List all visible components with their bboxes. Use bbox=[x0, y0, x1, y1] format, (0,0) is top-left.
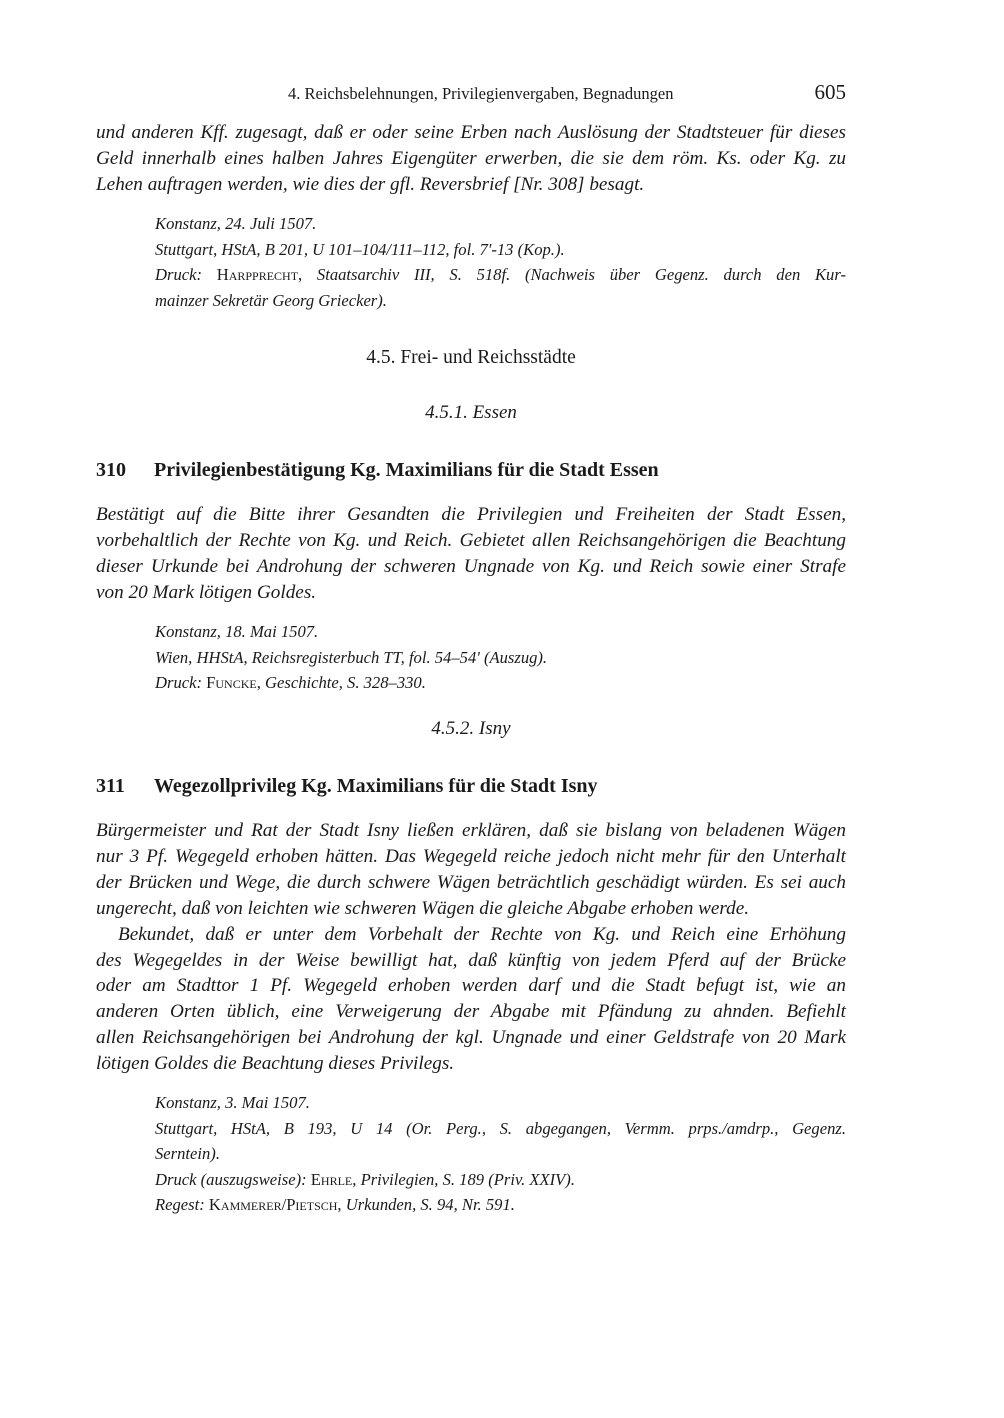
archive-reference: Wien, HHStA, Reichsregisterbuch TT, fol. 54–54' (Auszug). bbox=[155, 647, 548, 667]
druck-text: Staatsarchiv III, S. 518f. (Nachweis über Gegenz. durch den Kur- bbox=[316, 265, 846, 285]
subsection-heading-isny: 4.5.2. Isny bbox=[431, 718, 511, 739]
entry-title: Wegezollprivileg Kg. Maximilians für die Stadt Isny bbox=[154, 775, 598, 797]
entry-311-metadata bbox=[155, 1090, 846, 1218]
page-number: 605 bbox=[814, 80, 846, 104]
running-header bbox=[96, 80, 846, 108]
summary-line: ungerecht, daß von leichten wie schweren Wägen die gleiche Abgabe erhoben werde. bbox=[96, 897, 750, 919]
druck-author: Ehrle, bbox=[310, 1169, 357, 1189]
entry-number: 310 bbox=[96, 459, 126, 481]
place-date: Konstanz, 3. Mai 1507. bbox=[155, 1093, 310, 1112]
regest-author: Kammerer/Pietsch, bbox=[208, 1195, 342, 1215]
druck-label: Druck: bbox=[155, 673, 202, 693]
summary-line: allen Reichsangehörigen bei Androhung der kgl. Ungnade und einer Geldstrafe von 20 Mark bbox=[96, 1027, 846, 1049]
summary-line: vorbehaltlich der Rechte von Kg. und Reich. Gebietet allen Reichsangehörigen die Beachtung bbox=[96, 529, 846, 551]
section-heading: 4.5. Frei- und Reichsstädte bbox=[366, 347, 576, 368]
print-reference bbox=[155, 1167, 846, 1193]
druck-label: Druck (auszugsweise): bbox=[155, 1169, 307, 1189]
print-reference bbox=[155, 262, 846, 288]
print-reference-continued: mainzer Sekretär Georg Griecker). bbox=[155, 290, 387, 310]
summary-line: anderen Orten üblich, eine Verweigerung der Abgabe mit Pfändung zu ahnden. Befiehlt bbox=[96, 1001, 846, 1023]
summary-line: Bekundet, daß er unter dem Vorbehalt der Rechte von Kg. und Reich eine Erhöhung bbox=[118, 923, 846, 945]
entry-311-summary bbox=[96, 818, 846, 1077]
entry-number: 311 bbox=[96, 775, 125, 797]
summary-line: lötigen Goldes die Beachtung dieses Privilegs. bbox=[96, 1053, 455, 1075]
entry-heading-310 bbox=[96, 459, 856, 482]
carryover-metadata bbox=[155, 211, 846, 313]
summary-line: oder am Stadttor 1 Pf. Wegegeld erhoben werden darf und die Stadt befugt ist, wie an bbox=[96, 975, 846, 997]
carryover-summary bbox=[96, 120, 846, 198]
druck-text: Privilegien, S. 189 (Priv. XXIV). bbox=[360, 1169, 575, 1189]
summary-line: von 20 Mark lötigen Goldes. bbox=[96, 581, 317, 603]
archive-reference-continued: Serntein). bbox=[155, 1144, 220, 1164]
summary-line: und anderen Kff. zugesagt, daß er oder seine Erben nach Auslösung der Stadtsteuer für dieses bbox=[96, 122, 846, 143]
summary-line: Bestätigt auf die Bitte ihrer Gesandten die Privilegien und Freiheiten der Stadt Essen, bbox=[96, 504, 846, 525]
druck-author: Funcke, bbox=[206, 673, 261, 693]
archive-reference: Stuttgart, HStA, B 193, U 14 (Or. Perg., S. abgegangen, Vermm. prps./amdrp., Gegenz. bbox=[155, 1118, 846, 1138]
entry-heading-311 bbox=[96, 775, 856, 798]
summary-line: dieser Urkunde bei Androhung der schweren Ungnade von Kg. und Reich sowie einer Strafe bbox=[96, 555, 846, 577]
summary-line: Lehen auftragen werden, wie dies der gfl. Reversbrief [Nr. 308] besagt. bbox=[96, 173, 645, 195]
entry-title: Privilegienbestätigung Kg. Maximilians für die Stadt Essen bbox=[154, 459, 659, 481]
subsection-heading-essen: 4.5.1. Essen bbox=[425, 402, 517, 423]
summary-line: nur 3 Pf. Wegegeld erhoben hätten. Das Wegegeld reiche jedoch nicht mehr für den Unterhalt bbox=[96, 845, 846, 867]
summary-line: der Brücken und Wege, die durch schwere Wägen beträchtlich geschädigt würden. Es sei auch bbox=[96, 871, 846, 893]
running-title: 4. Reichsbelehnungen, Privilegienvergaben, Begnadungen bbox=[288, 84, 674, 103]
summary-line: des Wegegeldes in der Weise bewilligt hat, daß künftig von jedem Pferd auf der Brücke bbox=[96, 949, 846, 971]
druck-text: Geschichte, S. 328–330. bbox=[265, 673, 426, 693]
regest-label: Regest: bbox=[155, 1195, 205, 1215]
place-date: Konstanz, 18. Mai 1507. bbox=[155, 622, 319, 641]
regest-text: Urkunden, S. 94, Nr. 591. bbox=[345, 1195, 515, 1215]
druck-author: Harpprecht, bbox=[216, 265, 303, 285]
summary-line: Bürgermeister und Rat der Stadt Isny ließen erklären, daß sie bislang von beladenen Wägen bbox=[96, 820, 846, 841]
regest-reference bbox=[155, 1192, 846, 1218]
place-date: Konstanz, 24. Juli 1507. bbox=[155, 214, 317, 233]
summary-line: Geld innerhalb eines halben Jahres Eigengüter erwerben, die sie dem röm. Ks. oder Kg. zu bbox=[96, 147, 846, 169]
entry-310-summary bbox=[96, 502, 846, 606]
archive-reference: Stuttgart, HStA, B 201, U 101–104/111–112, fol. 7'-13 (Kop.). bbox=[155, 239, 565, 259]
druck-label: Druck: bbox=[155, 265, 202, 285]
print-reference bbox=[155, 670, 846, 696]
entry-310-metadata bbox=[155, 619, 846, 696]
